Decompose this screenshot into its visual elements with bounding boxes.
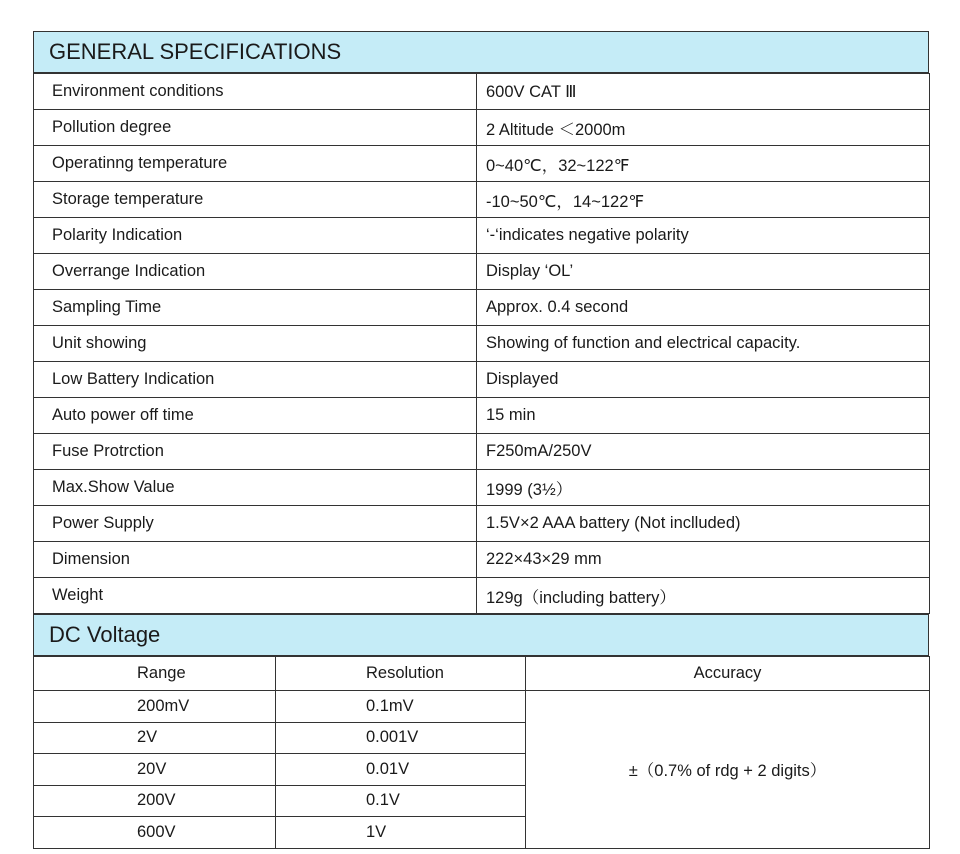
resolution-cell: 0.001V [276,722,526,754]
resolution-cell: 0.1mV [276,691,526,723]
spec-label: Max.Show Value [34,470,477,506]
spec-label: Auto power off time [34,398,477,434]
dc-voltage-header-row [34,657,930,691]
spec-label: Polarity Indication [34,218,477,254]
accuracy-header: Accuracy [526,657,930,691]
spec-row [34,506,930,542]
spec-value: Approx. 0.4 second [477,290,930,326]
spec-value: F250mA/250V [477,434,930,470]
dc-voltage-table [33,656,930,849]
spec-value: 0~40℃，32~122℉ [477,146,930,182]
spec-label: Dimension [34,542,477,578]
resolution-cell: 0.1V [276,785,526,817]
spec-row [34,542,930,578]
spec-label: Fuse Protrction [34,434,477,470]
dc-voltage-row [34,691,930,723]
spec-value: 2 Altitude ＜2000m [477,110,930,146]
spec-value: Displayed [477,362,930,398]
spec-row [34,398,930,434]
spec-row [34,182,930,218]
range-cell: 20V [34,754,276,786]
spec-row [34,578,930,614]
spec-label: Sampling Time [34,290,477,326]
spec-row [34,290,930,326]
range-cell: 2V [34,722,276,754]
spec-value: 1999 (3½） [477,470,930,506]
range-cell: 600V [34,817,276,849]
spec-label: Operatinng temperature [34,146,477,182]
range-cell: 200V [34,785,276,817]
spec-label: Environment conditions [34,74,477,110]
range-header: Range [34,657,276,691]
spec-value: 600V CAT Ⅲ [477,74,930,110]
spec-value: 15 min [477,398,930,434]
spec-label: Pollution degree [34,110,477,146]
spec-row [34,470,930,506]
dc-voltage-heading: DC Voltage [33,614,929,656]
spec-value: ‘-‘indicates negative polarity [477,218,930,254]
spec-row [34,254,930,290]
resolution-cell: 0.01V [276,754,526,786]
spec-label: Power Supply [34,506,477,542]
spec-value: 222×43×29 mm [477,542,930,578]
spec-value: Display ‘OL’ [477,254,930,290]
spec-value: 129g（including battery） [477,578,930,614]
spec-label: Low Battery Indication [34,362,477,398]
spec-label: Weight [34,578,477,614]
spec-label: Overrange Indication [34,254,477,290]
spec-value: -10~50℃，14~122℉ [477,182,930,218]
range-cell: 200mV [34,691,276,723]
spec-row [34,362,930,398]
spec-row [34,110,930,146]
spec-row [34,74,930,110]
spec-value: Showing of function and electrical capacity. [477,326,930,362]
spec-sheet [33,31,929,849]
spec-label: Unit showing [34,326,477,362]
spec-row [34,218,930,254]
spec-value: 1.5V×2 AAA battery (Not inclluded) [477,506,930,542]
spec-row [34,326,930,362]
resolution-cell: 1V [276,817,526,849]
resolution-header: Resolution [276,657,526,691]
spec-row [34,146,930,182]
general-specifications-table [33,73,930,614]
accuracy-cell: ±（0.7% of rdg + 2 digits） [526,691,930,849]
spec-row [34,434,930,470]
general-specifications-heading: GENERAL SPECIFICATIONS [33,31,929,73]
spec-label: Storage temperature [34,182,477,218]
